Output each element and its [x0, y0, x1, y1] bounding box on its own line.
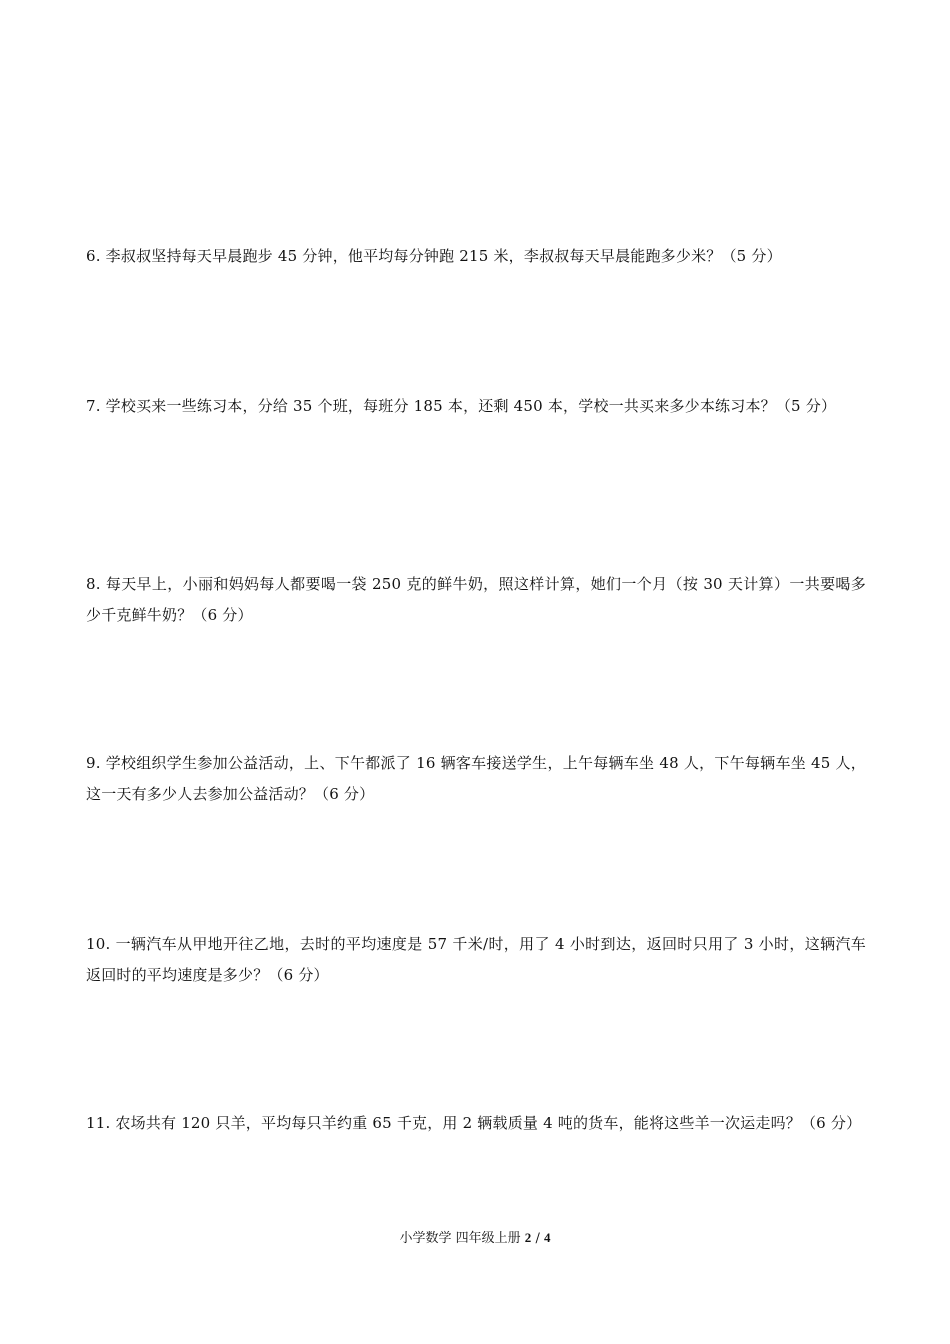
question-10 — [86, 929, 866, 991]
question-11-text: 11. 农场共有 120 只羊，平均每只羊约重 65 千克，用 2 辆载质量 4 吨的货车，能将这些羊一次运走吗？（6 分） — [86, 1114, 862, 1132]
footer-label: 小学数学 四年级上册 — [399, 1231, 521, 1246]
question-9 — [86, 748, 866, 810]
question-11 — [86, 1108, 866, 1139]
question-6-text: 6. 李叔叔坚持每天早晨跑步 45 分钟，他平均每分钟跑 215 米，李叔叔每天早晨能跑多少米？（5 分） — [86, 247, 782, 265]
question-10-text: 10. 一辆汽车从甲地开往乙地，去时的平均速度是 57 千米/时，用了 4 小时到达，返回时只用了 3 小时，这辆汽车返回时的平均速度是多少？（6 分） — [86, 935, 866, 984]
question-8-text: 8. 每天早上，小丽和妈妈每人都要喝一袋 250 克的鲜牛奶，照这样计算，她们一个月（按 30 天计算）一共要喝多少千克鲜牛奶？（6 分） — [86, 575, 866, 624]
page-footer — [0, 1228, 950, 1249]
question-7 — [86, 391, 866, 422]
question-7-text: 7. 学校买来一些练习本，分给 35 个班，每班分 185 本，还剩 450 本，学校一共买来多少本练习本？（5 分） — [86, 397, 837, 415]
question-6 — [86, 241, 866, 272]
footer-page-current: 2 — [524, 1230, 532, 1245]
footer-page-total: 4 — [543, 1230, 551, 1245]
question-9-text: 9. 学校组织学生参加公益活动，上、下午都派了 16 辆客车接送学生，上午每辆车坐 48 人，下午每辆车坐 45 人，这一天有多少人去参加公益活动？（6 分） — [86, 754, 866, 803]
footer-page-separator: / — [535, 1231, 540, 1246]
question-8 — [86, 569, 866, 631]
